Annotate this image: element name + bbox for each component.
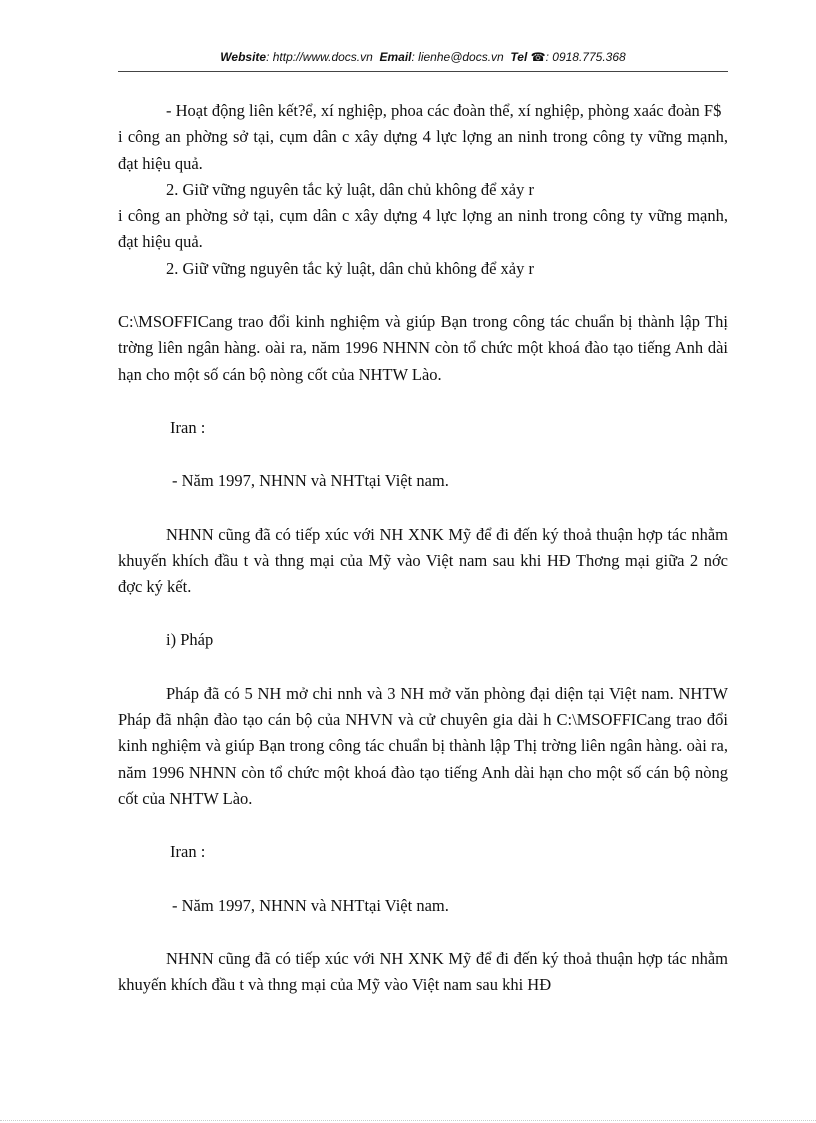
tel-value: : 0918.775.368 bbox=[545, 50, 626, 64]
paragraph-1: - Hoạt động liên kết?ể, xí nghiệp, phoa các đoàn thể, xí nghiệp, phòng xaác đoàn F$ bbox=[166, 101, 722, 120]
paragraph-2: i công an phờng sở tại, cụm dân c xây dựng 4 lực lợng an ninh trong công ty vững mạnh, đạt hiệu quả. bbox=[118, 127, 728, 173]
paragraph-8: - Năm 1997, NHNN và NHTtại Việt nam. bbox=[172, 471, 449, 491]
paragraph-3: 2. Giữ vững nguyên tắc kỷ luật, dân chủ không để xảy r bbox=[166, 179, 534, 199]
website-value: : http://www.docs.vn bbox=[266, 50, 373, 64]
paragraph-9: NHNN cũng đã có tiếp xúc với NH XNK Mỹ để đi đến ký thoả thuận hợp tác nhằm khuyến khích đầu t và thng mại của Mỹ vào Việt nam sau khi HĐ Thơng mại giữa 2 nớc đợc ký kết. bbox=[118, 524, 728, 597]
header-divider bbox=[118, 71, 728, 72]
page-header bbox=[118, 50, 728, 64]
paragraph-12: Iran : bbox=[170, 842, 206, 862]
paragraph-6: C:\MSOFFICang trao đổi kinh nghiệm và giúp Bạn trong công tác chuẩn bị thành lập Thị trờng liên ngân hàng. oài ra, năm 1996 NHNN còn tổ chức một khoá đào tạo tiếng Anh dài hạn cho một số cán bộ nòng cốt của NHTW Lào. bbox=[118, 312, 728, 384]
email-label: Email bbox=[379, 50, 412, 64]
phone-icon: ☎ bbox=[530, 50, 546, 64]
paragraph-10: i) Pháp bbox=[166, 630, 214, 650]
paragraph-11: Pháp đã có 5 NH mở chi nnh và 3 NH mở văn phòng đại diện tại Việt nam. NHTW Pháp đã nhận đào tạo cán bộ của NHVN và cử chuyên gia dài h C:\MSOFFICang trao đổi kinh nghiệm và giúp Bạn trong công tác chuẩn bị thành lập Thị trờng liên ngân hàng. oài ra, năm 1996 NHNN còn tổ chức một khoá đào tạo tiếng Anh dài hạn cho một số cán bộ nòng cốt của NHTW Lào. bbox=[118, 683, 728, 808]
email-value: : lienhe@docs.vn bbox=[411, 50, 504, 64]
paragraph-5: 2. Giữ vững nguyên tắc kỷ luật, dân chủ không để xảy r bbox=[166, 258, 534, 278]
paragraph-7: Iran : bbox=[170, 417, 206, 437]
paragraph-4: i công an phờng sở tại, cụm dân c xây dựng 4 lực lợng an ninh trong công ty vững mạnh, đạt hiệu quả. bbox=[118, 206, 728, 252]
website-label: Website bbox=[220, 50, 267, 64]
page-bottom-divider bbox=[0, 1120, 816, 1121]
paragraph-13: - Năm 1997, NHNN và NHTtại Việt nam. bbox=[172, 895, 449, 915]
tel-label: Tel bbox=[510, 50, 528, 64]
paragraph-14: NHNN cũng đã có tiếp xúc với NH XNK Mỹ để đi đến ký thoả thuận hợp tác nhằm khuyến khích đầu t và thng mại của Mỹ vào Việt nam sau khi HĐ bbox=[118, 948, 728, 995]
document-body bbox=[118, 98, 728, 998]
